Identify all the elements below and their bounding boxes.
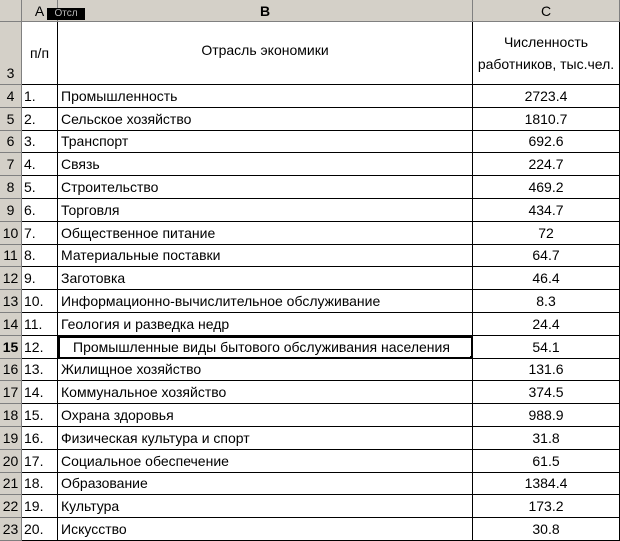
row-header[interactable]: 10: [0, 222, 22, 245]
cell-industry-name[interactable]: [58, 131, 473, 154]
cell-industry-name[interactable]: [58, 473, 473, 496]
cell-worker-count[interactable]: 131.6: [473, 359, 620, 382]
industry-name-text: Торговля: [61, 201, 120, 218]
column-a-overlay-label: Отсл: [47, 8, 85, 20]
cell-worker-count[interactable]: 434.7: [473, 199, 620, 222]
column-header-a[interactable]: A: [22, 0, 58, 22]
industry-name-text: Промышленность: [61, 87, 178, 104]
cell-row-number[interactable]: 9.: [22, 267, 58, 290]
row-header[interactable]: 20: [0, 450, 22, 473]
cell-row-number[interactable]: 4.: [22, 153, 58, 176]
industry-name-text: Искусство: [61, 521, 127, 538]
cell-row-number[interactable]: 18.: [22, 473, 58, 496]
row-header[interactable]: 17: [0, 381, 22, 404]
active-cell-industry-name[interactable]: [58, 336, 473, 359]
industry-name-text: Строительство: [61, 179, 159, 196]
cell-row-number[interactable]: 14.: [22, 381, 58, 404]
header-cell-num[interactable]: п/п: [22, 22, 58, 85]
cell-row-number[interactable]: 12.: [22, 336, 58, 359]
cell-industry-name[interactable]: [58, 85, 473, 108]
cell-row-number[interactable]: 3.: [22, 131, 58, 154]
cell-row-number[interactable]: 10.: [22, 290, 58, 313]
industry-name-text: Физическая культура и спорт: [61, 429, 250, 446]
cell-worker-count[interactable]: 30.8: [473, 518, 620, 541]
cell-worker-count[interactable]: 24.4: [473, 313, 620, 336]
cell-industry-name[interactable]: [58, 199, 473, 222]
row-header[interactable]: 6: [0, 131, 22, 154]
cell-industry-name[interactable]: [58, 153, 473, 176]
cell-industry-name[interactable]: [58, 108, 473, 131]
cell-worker-count[interactable]: 1384.4: [473, 473, 620, 496]
industry-name-text: Охрана здоровья: [61, 407, 174, 424]
cell-row-number[interactable]: 15.: [22, 404, 58, 427]
cell-industry-name[interactable]: [58, 495, 473, 518]
industry-name-text: Транспорт: [61, 133, 129, 150]
cell-row-number[interactable]: 17.: [22, 450, 58, 473]
cell-worker-count[interactable]: 692.6: [473, 131, 620, 154]
row-header[interactable]: 14: [0, 313, 22, 336]
cell-row-number[interactable]: 11.: [22, 313, 58, 336]
industry-name-text: Культура: [61, 498, 120, 515]
cell-industry-name[interactable]: [58, 427, 473, 450]
cell-row-number[interactable]: 7.: [22, 222, 58, 245]
industry-name-text: Образование: [61, 475, 148, 492]
column-header-c[interactable]: C: [473, 0, 620, 22]
cell-industry-name[interactable]: [58, 267, 473, 290]
row-header[interactable]: 15: [0, 336, 22, 359]
cell-industry-name[interactable]: [58, 176, 473, 199]
row-header[interactable]: 11: [0, 245, 22, 268]
row-header[interactable]: 16: [0, 359, 22, 382]
industry-name-text: Информационно-вычислительное обслуживание: [61, 293, 381, 310]
industry-name-text: Промышленные виды бытового обслуживания населения: [73, 338, 450, 355]
industry-name-text: Материальные поставки: [61, 247, 221, 264]
row-header[interactable]: 21: [0, 473, 22, 496]
cell-row-number[interactable]: 13.: [22, 359, 58, 382]
row-header[interactable]: 13: [0, 290, 22, 313]
row-header[interactable]: 12: [0, 267, 22, 290]
cell-row-number[interactable]: 6.: [22, 199, 58, 222]
industry-name-text: Сельское хозяйство: [61, 110, 192, 127]
header-workers-line1: Численность: [503, 34, 589, 50]
industry-name-text: Общественное питание: [61, 224, 216, 241]
cell-worker-count[interactable]: 988.9: [473, 404, 620, 427]
cell-row-number[interactable]: 5.: [22, 176, 58, 199]
industry-name-text: Жилищное хозяйство: [61, 361, 202, 378]
cell-industry-name[interactable]: [58, 359, 473, 382]
cell-row-number[interactable]: 16.: [22, 427, 58, 450]
row-header[interactable]: 4: [0, 85, 22, 108]
fill-handle[interactable]: [470, 356, 473, 359]
cell-worker-count[interactable]: 72: [473, 222, 620, 245]
cell-industry-name[interactable]: [58, 313, 473, 336]
cell-worker-count[interactable]: 469.2: [473, 176, 620, 199]
cell-worker-count[interactable]: 2723.4: [473, 85, 620, 108]
industry-name-text: Заготовка: [61, 270, 126, 287]
cell-row-number[interactable]: 1.: [22, 85, 58, 108]
cell-row-number[interactable]: 20.: [22, 518, 58, 541]
row-header[interactable]: 19: [0, 427, 22, 450]
cell-row-number[interactable]: 2.: [22, 108, 58, 131]
row-header[interactable]: 18: [0, 404, 22, 427]
cell-industry-name[interactable]: [58, 450, 473, 473]
industry-name-text: Коммунальное хозяйство: [61, 384, 227, 401]
row-header[interactable]: 9: [0, 199, 22, 222]
row-header[interactable]: 7: [0, 153, 22, 176]
cell-row-number[interactable]: 19.: [22, 495, 58, 518]
industry-name-text: Связь: [61, 156, 100, 173]
cell-industry-name[interactable]: [58, 381, 473, 404]
header-cell-industry[interactable]: Отрасль экономики: [58, 22, 473, 85]
row-header[interactable]: 23: [0, 518, 22, 541]
cell-worker-count[interactable]: 64.7: [473, 245, 620, 268]
column-header-b[interactable]: B: [58, 0, 473, 22]
cell-industry-name[interactable]: [58, 290, 473, 313]
cell-row-number[interactable]: 8.: [22, 245, 58, 268]
cell-worker-count[interactable]: 54.1: [473, 336, 620, 359]
industry-name-text: Социальное обеспечение: [61, 452, 229, 469]
cell-worker-count[interactable]: 224.7: [473, 153, 620, 176]
row-header-3[interactable]: 3: [0, 22, 22, 85]
row-header[interactable]: 22: [0, 495, 22, 518]
select-all-corner[interactable]: [0, 0, 22, 22]
cell-industry-name[interactable]: [58, 404, 473, 427]
row-header[interactable]: 5: [0, 108, 22, 131]
cell-industry-name[interactable]: [58, 245, 473, 268]
industry-name-text: Геология и разведка недр: [61, 315, 230, 332]
cell-worker-count[interactable]: 1810.7: [473, 108, 620, 131]
header-cell-workers[interactable]: [473, 22, 620, 85]
cell-worker-count[interactable]: 173.2: [473, 495, 620, 518]
row-header[interactable]: 8: [0, 176, 22, 199]
header-workers-line2: работников, тыс.чел.: [477, 56, 615, 72]
cell-worker-count[interactable]: 374.5: [473, 381, 620, 404]
cell-industry-name[interactable]: [58, 222, 473, 245]
cell-worker-count[interactable]: 8.3: [473, 290, 620, 313]
cell-worker-count[interactable]: 61.5: [473, 450, 620, 473]
cell-worker-count[interactable]: 31.8: [473, 427, 620, 450]
cell-industry-name[interactable]: [58, 518, 473, 541]
cell-worker-count[interactable]: 46.4: [473, 267, 620, 290]
